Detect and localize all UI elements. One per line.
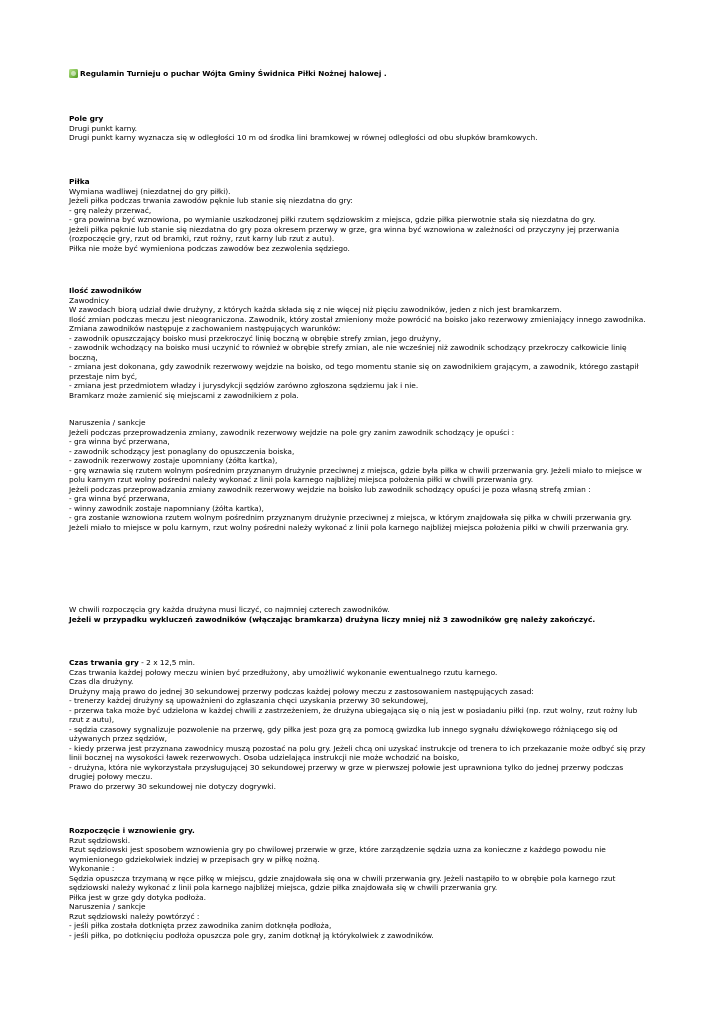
text-line: Jeżeli podczas przeprowadzenia zmiany, zawodnik rezerwowy wejdzie na pole gry zanim zawodnik schodzący je opuści : — [69, 427, 515, 437]
section-ilosc-zawodnikow — [69, 286, 649, 400]
text-line: - zmiana jest przedmiotem władzy i jurysdykcji sędziów zarówno zgłoszona sędziemu jak i nie. — [69, 381, 419, 390]
section-heading: Piłka — [69, 177, 90, 186]
duration-text: - 2 x 12,5 min. — [138, 658, 196, 667]
text-line: Jeżeli piłka podczas trwania zawodów pęknie lub stanie się niezdatna do gry: — [69, 196, 353, 205]
document-title-row — [69, 66, 649, 80]
text-line: - winny zawodnik zostaje napomniany (żółta kartka), — [69, 503, 264, 513]
section-heading: Ilość zawodników — [69, 286, 142, 295]
text-line: Rzut sędziowski należy powtórzyć : — [69, 911, 200, 921]
text-line: - sędzia czasowy sygnalizuje pozwolenie na przerwę, gdy piłka jest poza grą za pomocą gwizdka lub innego sygnału dźwiękowego różniącego się od używanych przez sędziów, — [69, 724, 618, 743]
section-heading: Czas trwania gry — [69, 658, 139, 667]
text-line: Wykonanie : — [69, 864, 115, 873]
text-line: Prawo do przerwy 30 sekundowej nie dotyczy dogrywki. — [69, 781, 276, 791]
text-line: - zawodnik rezerwowy zostaje upomniany (żółta kartka), — [69, 456, 278, 465]
document-icon — [69, 69, 78, 78]
text-line: - kiedy przerwa jest przyznana zawodnicy muszą pozostać na polu gry. Jeżeli chcą oni uzyskać instrukcje od trenera to ich przekazanie może odbyć się przy linii bocznej na wysokości ławek rezerwowych. Osoba udzielająca instrukcji nie może wchodzić na boisko, — [69, 743, 646, 762]
text-line: Czas trwania każdej połowy meczu winien być przedłużony, aby umożliwić wykonanie ewentualnego rzutu karnego. — [69, 667, 498, 677]
text-line: Zmiana zawodników następuje z zachowaniem następujących warunków: — [69, 324, 341, 333]
text-line: W zawodach biorą udział dwie drużyny, z których każda składa się z nie więcej niż pięciu zawodników, jeden z nich jest bramkarzem. — [69, 305, 562, 314]
text-line: - gra zostanie wznowiona rzutem wolnym pośrednim przyznanym drużynie przeciwnej z miejsca, w którym znajdowała się piłka w chwili przerwania gry. Jeżeli miało to miejsce w polu karnym, rzut wolny pośredni należy wykonać z linii pola karnego najbliżej miejsca położenia piłki w chwili przerwania gry. — [69, 513, 632, 532]
text-line: Piłka nie może być wymieniona podczas zawodów bez zezwolenia sędziego. — [69, 243, 350, 253]
section-heading: Rozpoczęcie i wznowienie gry. — [69, 826, 195, 835]
text-line: Drużyny mają prawo do jednej 30 sekundowej przerwy podczas każdej połowy meczu z zastosowaniem następujących zasad: — [69, 686, 534, 696]
text-line: Piłka jest w grze gdy dotyka podłoża. — [69, 892, 206, 902]
section-naruszenia — [69, 418, 649, 532]
text-line: - gra powinna być wznowiona, po wymianie uszkodzonej piłki rzutem sędziowskim z miejsca, gdzie piłka pierwotnie stała się niezdatna do gry. — [69, 215, 596, 224]
text-line: Jeżeli piłka pęknie lub stanie się niezdatna do gry poza okresem przerwy w grze, gra winna być wznowiona w zależności od przyczyny jej przerwania (rozpoczęcie gry, rzut od bramki, rzut rożny, rzut karny lub rzut z autu). — [69, 224, 620, 243]
text-line: - gra winna być przerwana, — [69, 437, 170, 446]
text-line: Jeżeli podczas przeprowadzania zmiany zawodnik rezerwowy wejdzie na boisko lub zawodnik schodzący opuści je poza własną strefą zmian : — [69, 484, 591, 494]
text-line: - gra winna być przerwana, — [69, 494, 170, 503]
text-line: Drugi punkt karny wyznacza się w odległości 10 m od środka lini bramkowej w równej odległości od obu słupków bramkowych. — [69, 133, 538, 142]
text-line: - zmiana jest dokonana, gdy zawodnik rezerwowy wejdzie na boisko, od tego momentu stanie się on zawodnikiem grającym, a zawodnik, którego zastąpił przestaje nim być, — [69, 362, 639, 381]
text-line: Drugi punkt karny. — [69, 123, 138, 133]
document-title: Regulamin Turnieju o puchar Wójta Gminy Świdnica Piłki Nożnej halowej . — [80, 68, 387, 78]
text-line: - drużyna, która nie wykorzystała przysługującej 30 sekundowej przerwy w grze w pierwszej połowie jest uprawniona tylko do jednej przerwy podczas drugiej połowy meczu. — [69, 762, 624, 781]
text-line: Naruszenia / sankcje — [69, 418, 146, 427]
section-minimum-players — [69, 605, 649, 624]
text-line: - zawodnik schodzący jest ponaglany do opuszczenia boiska, — [69, 446, 295, 456]
text-line: - jeśli piłka, po dotknięciu podłoża opuszcza pole gry, zanim dotknął ją którykolwiek z zawodników. — [69, 930, 434, 940]
section-pole-gry — [69, 114, 649, 143]
section-pilka — [69, 177, 649, 253]
text-line: - grę wznawia się rzutem wolnym pośrednim przyznanym drużynie przeciwnej z miejsca, gdzie była piłka w chwili przerwania gry. Jeżeli miało to miejsce w polu karnym rzut wolny pośredni należy wykonać z linii pola karnego najbliżej miejsca położenia piłki w chwili przerwania gry. — [69, 465, 642, 484]
text-line: Rzut sędziowski. — [69, 835, 131, 845]
text-line: - zawodnik opuszczający boisko musi przekroczyć linię boczną w obrębie strefy zmian, jego drużyny, — [69, 333, 442, 343]
text-line: Bramkarz może zamienić się miejscami z zawodnikiem z pola. — [69, 390, 299, 400]
bold-text-line: Jeżeli w przypadku wykluczeń zawodników (włączając bramkarza) drużyna liczy mniej niż 3 zawodników grę należy zakończyć. — [69, 614, 596, 624]
text-line: W chwili rozpoczęcia gry każda drużyna musi liczyć, co najmniej czterech zawodników. — [69, 605, 390, 614]
text-line: - przerwa taka może być udzielona w każdej chwili z zastrzeżeniem, że drużyna ubiegająca się o nią jest w posiadaniu piłki (np. rzut wolny, rzut rożny lub rzut z autu), — [69, 705, 638, 724]
text-line: Zawodnicy — [69, 295, 110, 305]
section-heading: Pole gry — [69, 114, 104, 123]
text-line: Ilość zmian podczas meczu jest nieograniczona. Zawodnik, który został zmieniony może powrócić na boisko jako rezerwowy zmieniający innego zawodnika. — [69, 314, 646, 324]
section-heading-row — [69, 658, 649, 668]
text-line: Rzut sędziowski jest sposobem wznowienia gry po chwilowej przerwie w grze, które zarządzenie sędzia uzna za konieczne z każdego powodu nie wymienionego gdziekolwiek indziej w przepisach gry w piłkę nożną. — [69, 845, 606, 864]
text-line: - zawodnik wchodzący na boisko musi uczynić to również w obrębie strefy zmian, ale nie wcześniej niż zawodnik schodzący przekroczy całkowicie linię boczną, — [69, 343, 627, 362]
text-line: - grę należy przerwać, — [69, 205, 152, 215]
text-line: - jeśli piłka została dotknięta przez zawodnika zanim dotknęła podłoża, — [69, 921, 332, 930]
section-czas-trwania — [69, 658, 649, 791]
text-line: Naruszenia / sankcje — [69, 902, 146, 911]
text-line: - trenerzy każdej drużyny są upoważnieni do zgłaszania chęci uzyskania przerwy 30 sekundowej, — [69, 696, 429, 705]
text-line: Sędzia opuszcza trzymaną w ręce piłkę w miejscu, gdzie znajdowała się ona w chwili przerwania gry. Jeżeli nastąpiło to w obrębie pola karnego rzut sędziowski należy wykonać z linii pola karnego najbliżej miejsca, gdzie piłka znajdowała się w chwili przerwania gry. — [69, 873, 616, 892]
section-rozpoczecie — [69, 826, 649, 940]
text-line: Wymiana wadliwej (niezdatnej do gry piłki). — [69, 186, 231, 196]
text-line: Czas dla drużyny. — [69, 677, 134, 686]
